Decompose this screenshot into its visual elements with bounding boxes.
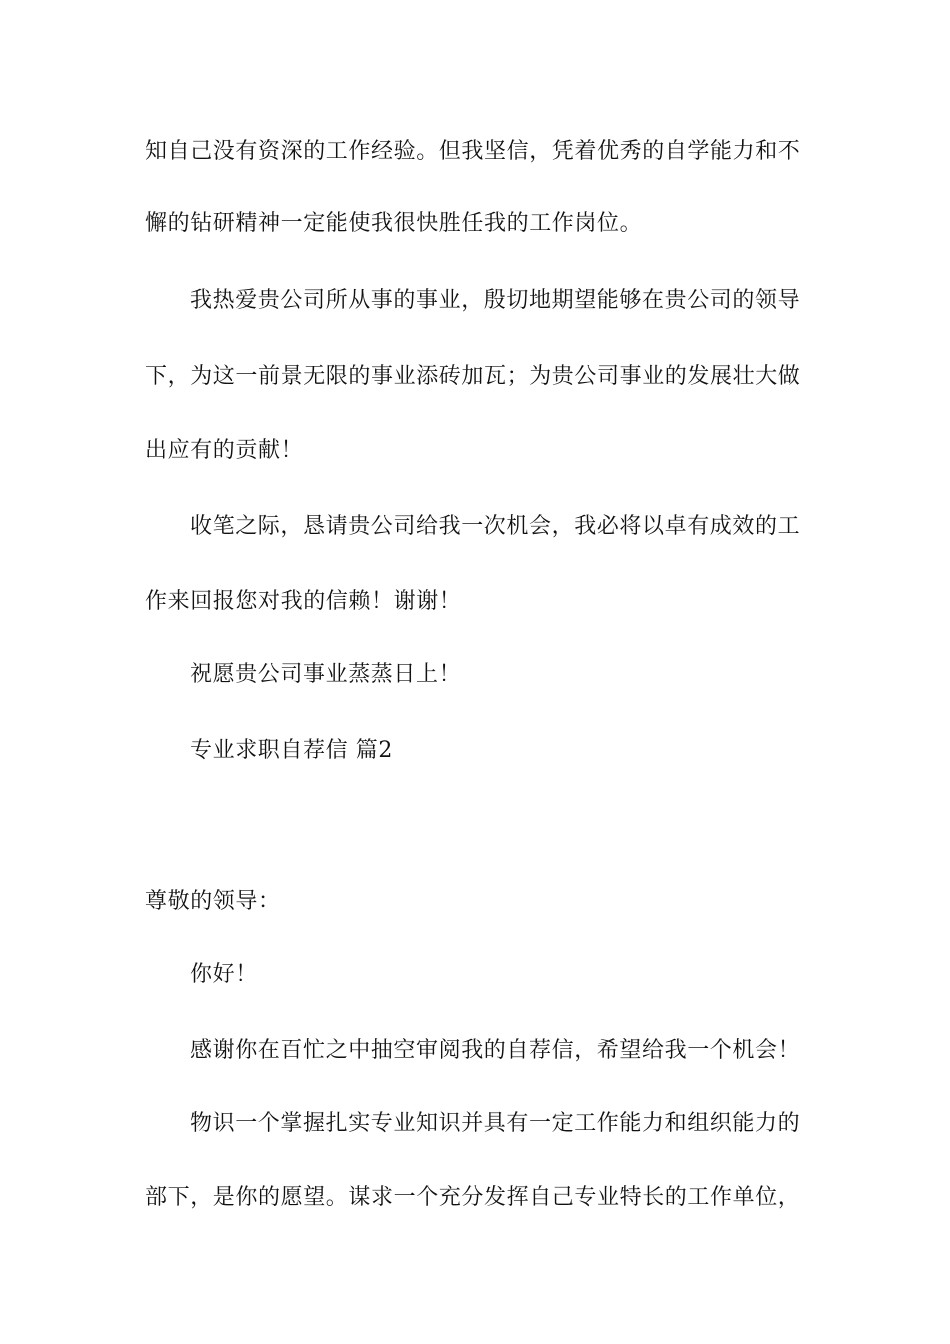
section-heading: 专业求职自荐信 篇2 bbox=[190, 738, 393, 763]
salutation: 尊敬的领导： bbox=[145, 889, 281, 914]
paragraph-line: 收笔之际，恳请贵公司给我一次机会，我必将以卓有成效的工 bbox=[190, 514, 801, 539]
paragraph-line: 下，为这一前景无限的事业添砖加瓦；为贵公司事业的发展壮大做 bbox=[145, 364, 801, 389]
paragraph-line: 部下，是你的愿望。谋求一个充分发挥自己专业特长的工作单位， bbox=[145, 1185, 801, 1210]
paragraph-line: 感谢你在百忙之中抽空审阅我的自荐信，希望给我一个机会！ bbox=[190, 1038, 801, 1063]
paragraph-line: 作来回报您对我的信赖！谢谢！ bbox=[145, 589, 462, 614]
paragraph-line: 物识一个掌握扎实专业知识并具有一定工作能力和组织能力的 bbox=[190, 1111, 801, 1136]
paragraph-line: 知自己没有资深的工作经验。但我坚信，凭着优秀的自学能力和不 bbox=[145, 139, 801, 164]
paragraph-line: 懈的钻研精神一定能使我很快胜任我的工作岗位。 bbox=[145, 211, 643, 236]
paragraph-line: 出应有的贡献！ bbox=[145, 438, 304, 463]
greeting: 你好！ bbox=[190, 962, 258, 987]
closing-line: 祝愿贵公司事业蒸蒸日上！ bbox=[190, 662, 462, 687]
paragraph-line: 我热爱贵公司所从事的事业，殷切地期望能够在贵公司的领导 bbox=[190, 288, 801, 313]
